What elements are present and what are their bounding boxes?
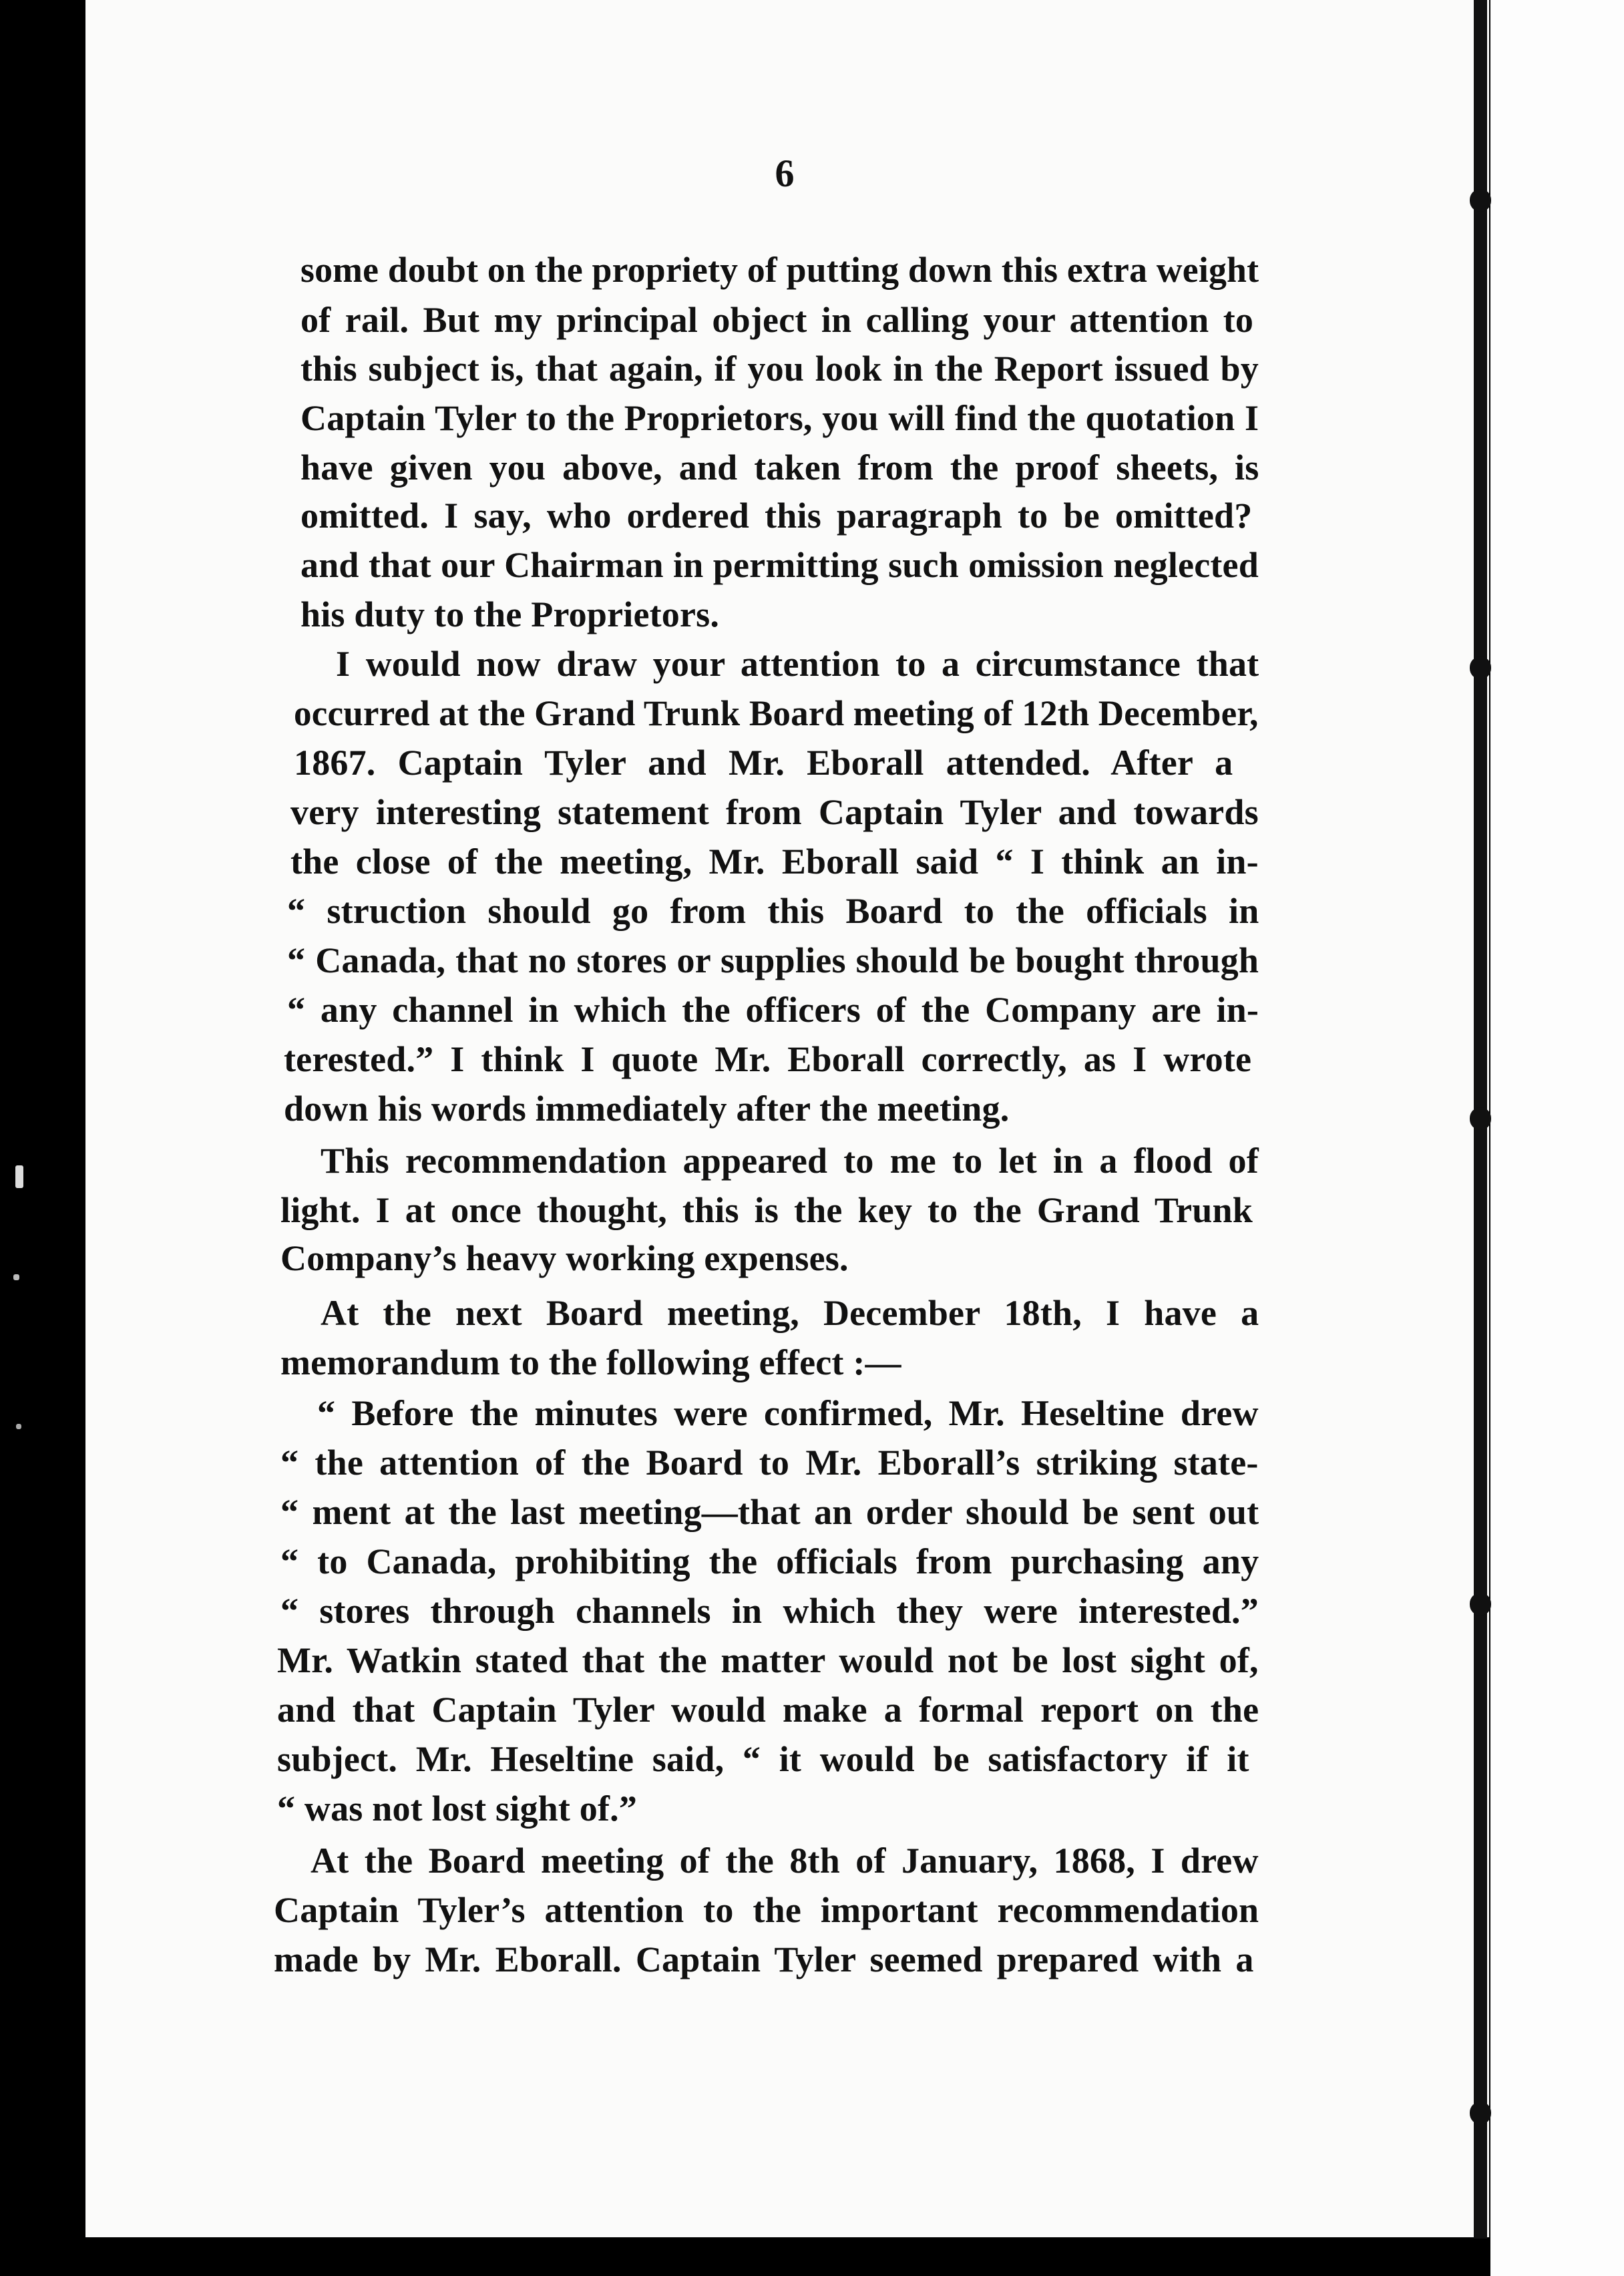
text-line: have given you above, and taken from the proof sheets, is xyxy=(300,447,1259,488)
text-line: made by Mr. Eborall. Captain Tyler seemed prepared with a xyxy=(274,1939,1254,1979)
scan-speck xyxy=(15,1165,23,1188)
text-line: Mr. Watkin stated that the matter would not be lost sight of, xyxy=(277,1640,1259,1680)
text-line: “ ment at the last meeting—that an order should be sent out xyxy=(280,1492,1259,1532)
text-line: and that our Chairman in permitting such omission neglected xyxy=(300,545,1259,585)
text-line: Captain Tyler’s attention to the important recommendation xyxy=(274,1890,1259,1930)
page-number: 6 xyxy=(775,152,795,195)
text-line: Captain Tyler to the Proprietors, you will find the quotation I xyxy=(300,398,1259,438)
text-line: subject. Mr. Heseltine said, “ it would be satisfactory if it xyxy=(277,1739,1249,1779)
text-line: “ stores through channels in which they were interested.” xyxy=(280,1591,1259,1631)
text-line: I would now draw your attention to a circumstance that xyxy=(336,644,1259,684)
text-line: This recommendation appeared to me to let in a flood of xyxy=(321,1141,1259,1181)
text-line: At the Board meeting of the 8th of January, 1868, I drew xyxy=(311,1841,1259,1881)
text-line: his duty to the Proprietors. xyxy=(300,594,720,634)
text-line: down his words immediately after the meeting. xyxy=(284,1089,1010,1129)
binding-clip xyxy=(1470,1593,1491,1616)
text-line: “ the attention of the Board to Mr. Eborall’s striking state- xyxy=(280,1443,1259,1483)
text-line: and that Captain Tyler would make a formal report on the xyxy=(277,1690,1259,1730)
text-line: At the next Board meeting, December 18th, I have a xyxy=(321,1293,1259,1333)
binding-clip xyxy=(1470,1107,1491,1130)
text-line: terested.” I think I quote Mr. Eborall correctly, as I wrote xyxy=(284,1039,1252,1079)
text-line: “ Canada, that no stores or supplies should be bought through xyxy=(287,940,1259,980)
text-line: the close of the meeting, Mr. Eborall said “ I think an in- xyxy=(290,841,1259,882)
scan-speck xyxy=(16,1424,21,1429)
text-line: this subject is, that again, if you look in the Report issued by xyxy=(300,349,1259,389)
text-line: occurred at the Grand Trunk Board meeting of 12th December, xyxy=(294,693,1259,733)
text-line: of rail. But my principal object in calling your attention to xyxy=(300,300,1254,340)
binding-clip xyxy=(1470,2102,1491,2124)
text-line: omitted. I say, who ordered this paragraph to be omitted? xyxy=(300,496,1253,536)
text-line: “ to Canada, prohibiting the officials from purchasing any xyxy=(280,1541,1259,1581)
text-line: “ any channel in which the officers of the Company are in- xyxy=(287,990,1259,1030)
text-line: Company’s heavy working expenses. xyxy=(280,1238,849,1278)
text-line: “ struction should go from this Board to the officials in xyxy=(287,891,1259,931)
text-line: “ Before the minutes were confirmed, Mr. Heseltine drew xyxy=(317,1393,1259,1433)
text-line: 1867. Captain Tyler and Mr. Eborall attended. After a xyxy=(294,743,1233,783)
binding-clip xyxy=(1470,656,1491,679)
scan-speck xyxy=(13,1274,19,1280)
adjacent-page-edge xyxy=(1490,0,1624,2276)
text-line: light. I at once thought, this is the key to the Grand Trunk xyxy=(280,1190,1253,1230)
binding-clip xyxy=(1470,189,1491,212)
text-line: “ was not lost sight of.” xyxy=(277,1788,638,1829)
text-line: very interesting statement from Captain Tyler and towards xyxy=(290,792,1259,832)
text-line: some doubt on the propriety of putting down this extra weight xyxy=(300,250,1259,290)
text-line: memorandum to the following effect :— xyxy=(280,1342,901,1382)
